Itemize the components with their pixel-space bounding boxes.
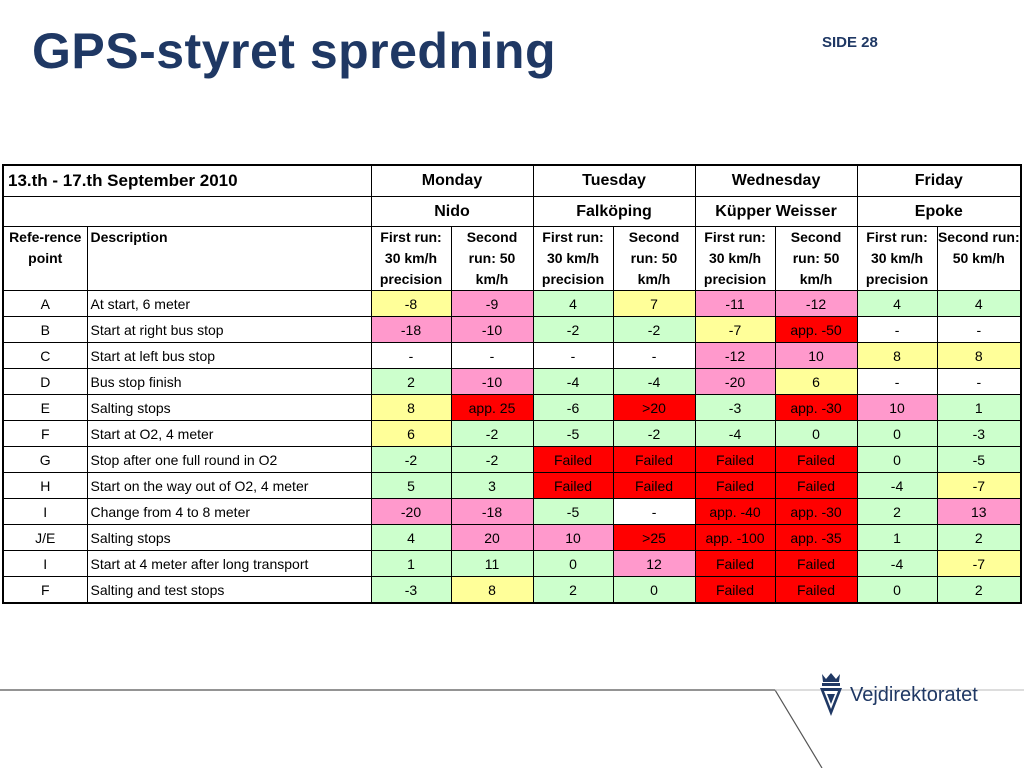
ref-point-cell: I <box>3 499 87 525</box>
description-cell: Salting stops <box>87 395 371 421</box>
value-cell: 8 <box>937 343 1021 369</box>
product-header-epoke: Epoke <box>857 197 1021 227</box>
value-cell: - <box>371 343 451 369</box>
value-cell: -6 <box>533 395 613 421</box>
value-cell: app. -35 <box>775 525 857 551</box>
day-header-friday: Friday <box>857 165 1021 197</box>
product-header-kupper-weisser: Küpper Weisser <box>695 197 857 227</box>
value-cell: 8 <box>857 343 937 369</box>
value-cell: 0 <box>857 447 937 473</box>
value-cell: -8 <box>371 291 451 317</box>
description-cell: Start at 4 meter after long transport <box>87 551 371 577</box>
run-header: First run: 30 km/h precision <box>371 227 451 291</box>
value-cell: -5 <box>533 421 613 447</box>
value-cell: Failed <box>775 447 857 473</box>
value-cell: Failed <box>695 551 775 577</box>
run-header: Second run: 50 km/h <box>775 227 857 291</box>
description-cell: Start on the way out of O2, 4 meter <box>87 473 371 499</box>
value-cell: Failed <box>775 473 857 499</box>
value-cell: 8 <box>371 395 451 421</box>
value-cell: -4 <box>857 473 937 499</box>
value-cell: >25 <box>613 525 695 551</box>
value-cell: app. -30 <box>775 499 857 525</box>
value-cell: - <box>451 343 533 369</box>
value-cell: -10 <box>451 369 533 395</box>
value-cell: -4 <box>533 369 613 395</box>
ref-point-cell: G <box>3 447 87 473</box>
value-cell: 7 <box>613 291 695 317</box>
value-cell: 4 <box>533 291 613 317</box>
value-cell: app. -100 <box>695 525 775 551</box>
value-cell: Failed <box>695 577 775 604</box>
value-cell: 1 <box>857 525 937 551</box>
value-cell: -3 <box>371 577 451 604</box>
value-cell: 2 <box>371 369 451 395</box>
value-cell: 0 <box>613 577 695 604</box>
ref-point-cell: B <box>3 317 87 343</box>
value-cell: 10 <box>857 395 937 421</box>
page-number: SIDE 28 <box>822 34 878 51</box>
value-cell: -18 <box>451 499 533 525</box>
ref-point-cell: F <box>3 577 87 604</box>
value-cell: Failed <box>775 577 857 604</box>
value-cell: 5 <box>371 473 451 499</box>
ref-point-cell: A <box>3 291 87 317</box>
value-cell: 2 <box>533 577 613 604</box>
value-cell: 2 <box>937 577 1021 604</box>
value-cell: - <box>937 369 1021 395</box>
day-header-wednesday: Wednesday <box>695 165 857 197</box>
value-cell: -2 <box>613 317 695 343</box>
value-cell: -2 <box>451 421 533 447</box>
value-cell: 3 <box>451 473 533 499</box>
value-cell: -2 <box>451 447 533 473</box>
description-cell: Bus stop finish <box>87 369 371 395</box>
value-cell: 0 <box>857 421 937 447</box>
value-cell: 12 <box>613 551 695 577</box>
value-cell: 11 <box>451 551 533 577</box>
value-cell: -5 <box>533 499 613 525</box>
value-cell: 6 <box>775 369 857 395</box>
value-cell: 20 <box>451 525 533 551</box>
ref-point-cell: J/E <box>3 525 87 551</box>
value-cell: -7 <box>937 473 1021 499</box>
value-cell: 0 <box>775 421 857 447</box>
value-cell: -2 <box>533 317 613 343</box>
value-cell: >20 <box>613 395 695 421</box>
value-cell: 8 <box>451 577 533 604</box>
description-cell: Salting and test stops <box>87 577 371 604</box>
value-cell: -4 <box>857 551 937 577</box>
value-cell: Failed <box>695 473 775 499</box>
run-header: First run: 30 km/h precision <box>695 227 775 291</box>
value-cell: app. -50 <box>775 317 857 343</box>
value-cell: 10 <box>775 343 857 369</box>
value-cell: -10 <box>451 317 533 343</box>
value-cell: - <box>613 343 695 369</box>
value-cell: -12 <box>695 343 775 369</box>
value-cell: -4 <box>695 421 775 447</box>
description-cell: Start at left bus stop <box>87 343 371 369</box>
description-cell: Start at right bus stop <box>87 317 371 343</box>
value-cell: 1 <box>937 395 1021 421</box>
value-cell: 0 <box>857 577 937 604</box>
description-cell: At start, 6 meter <box>87 291 371 317</box>
value-cell: Failed <box>533 473 613 499</box>
value-cell: app. -40 <box>695 499 775 525</box>
value-cell: 0 <box>533 551 613 577</box>
value-cell: -7 <box>937 551 1021 577</box>
value-cell: Failed <box>775 551 857 577</box>
description-cell: Salting stops <box>87 525 371 551</box>
day-header-tuesday: Tuesday <box>533 165 695 197</box>
value-cell: -3 <box>695 395 775 421</box>
value-cell: Failed <box>695 447 775 473</box>
ref-point-cell: E <box>3 395 87 421</box>
value-cell: - <box>857 369 937 395</box>
value-cell: 2 <box>857 499 937 525</box>
value-cell: -18 <box>371 317 451 343</box>
ref-point-header: Refe-rence point <box>3 227 87 291</box>
run-header: Second run: 50 km/h <box>451 227 533 291</box>
value-cell: - <box>613 499 695 525</box>
value-cell: -20 <box>371 499 451 525</box>
ref-point-cell: H <box>3 473 87 499</box>
value-cell: -9 <box>451 291 533 317</box>
ref-point-cell: F <box>3 421 87 447</box>
value-cell: -2 <box>371 447 451 473</box>
logo-text: Vejdirektoratet <box>850 683 978 706</box>
vejdirektoratet-logo <box>818 672 978 718</box>
value-cell: 13 <box>937 499 1021 525</box>
value-cell: 1 <box>371 551 451 577</box>
value-cell: Failed <box>613 447 695 473</box>
value-cell: 6 <box>371 421 451 447</box>
value-cell: app. -30 <box>775 395 857 421</box>
description-cell: Start at O2, 4 meter <box>87 421 371 447</box>
value-cell: -7 <box>695 317 775 343</box>
value-cell: 4 <box>937 291 1021 317</box>
value-cell: Failed <box>613 473 695 499</box>
description-cell: Stop after one full round in O2 <box>87 447 371 473</box>
period-header: 13.th - 17.th September 2010 <box>3 165 371 197</box>
run-header: Second run: 50 km/h <box>613 227 695 291</box>
slide-title: GPS-styret spredning <box>32 23 556 79</box>
value-cell: - <box>857 317 937 343</box>
value-cell: -12 <box>775 291 857 317</box>
value-cell: app. 25 <box>451 395 533 421</box>
description-cell: Change from 4 to 8 meter <box>87 499 371 525</box>
product-header-nido: Nido <box>371 197 533 227</box>
value-cell: -11 <box>695 291 775 317</box>
product-header-falkoping: Falköping <box>533 197 695 227</box>
value-cell: -5 <box>937 447 1021 473</box>
value-cell: -3 <box>937 421 1021 447</box>
ref-point-cell: D <box>3 369 87 395</box>
value-cell: 10 <box>533 525 613 551</box>
value-cell: -2 <box>613 421 695 447</box>
value-cell: -4 <box>613 369 695 395</box>
value-cell: 2 <box>937 525 1021 551</box>
value-cell: Failed <box>533 447 613 473</box>
value-cell: - <box>533 343 613 369</box>
run-header: First run: 30 km/h precision <box>857 227 937 291</box>
value-cell: - <box>937 317 1021 343</box>
ref-point-cell: I <box>3 551 87 577</box>
ref-point-cell: C <box>3 343 87 369</box>
value-cell: 4 <box>857 291 937 317</box>
run-header: First run: 30 km/h precision <box>533 227 613 291</box>
value-cell: -20 <box>695 369 775 395</box>
run-header: Second run: 50 km/h <box>937 227 1021 291</box>
value-cell: 4 <box>371 525 451 551</box>
day-header-monday: Monday <box>371 165 533 197</box>
crown-shield-icon <box>818 672 844 718</box>
description-header: Description <box>87 227 371 291</box>
